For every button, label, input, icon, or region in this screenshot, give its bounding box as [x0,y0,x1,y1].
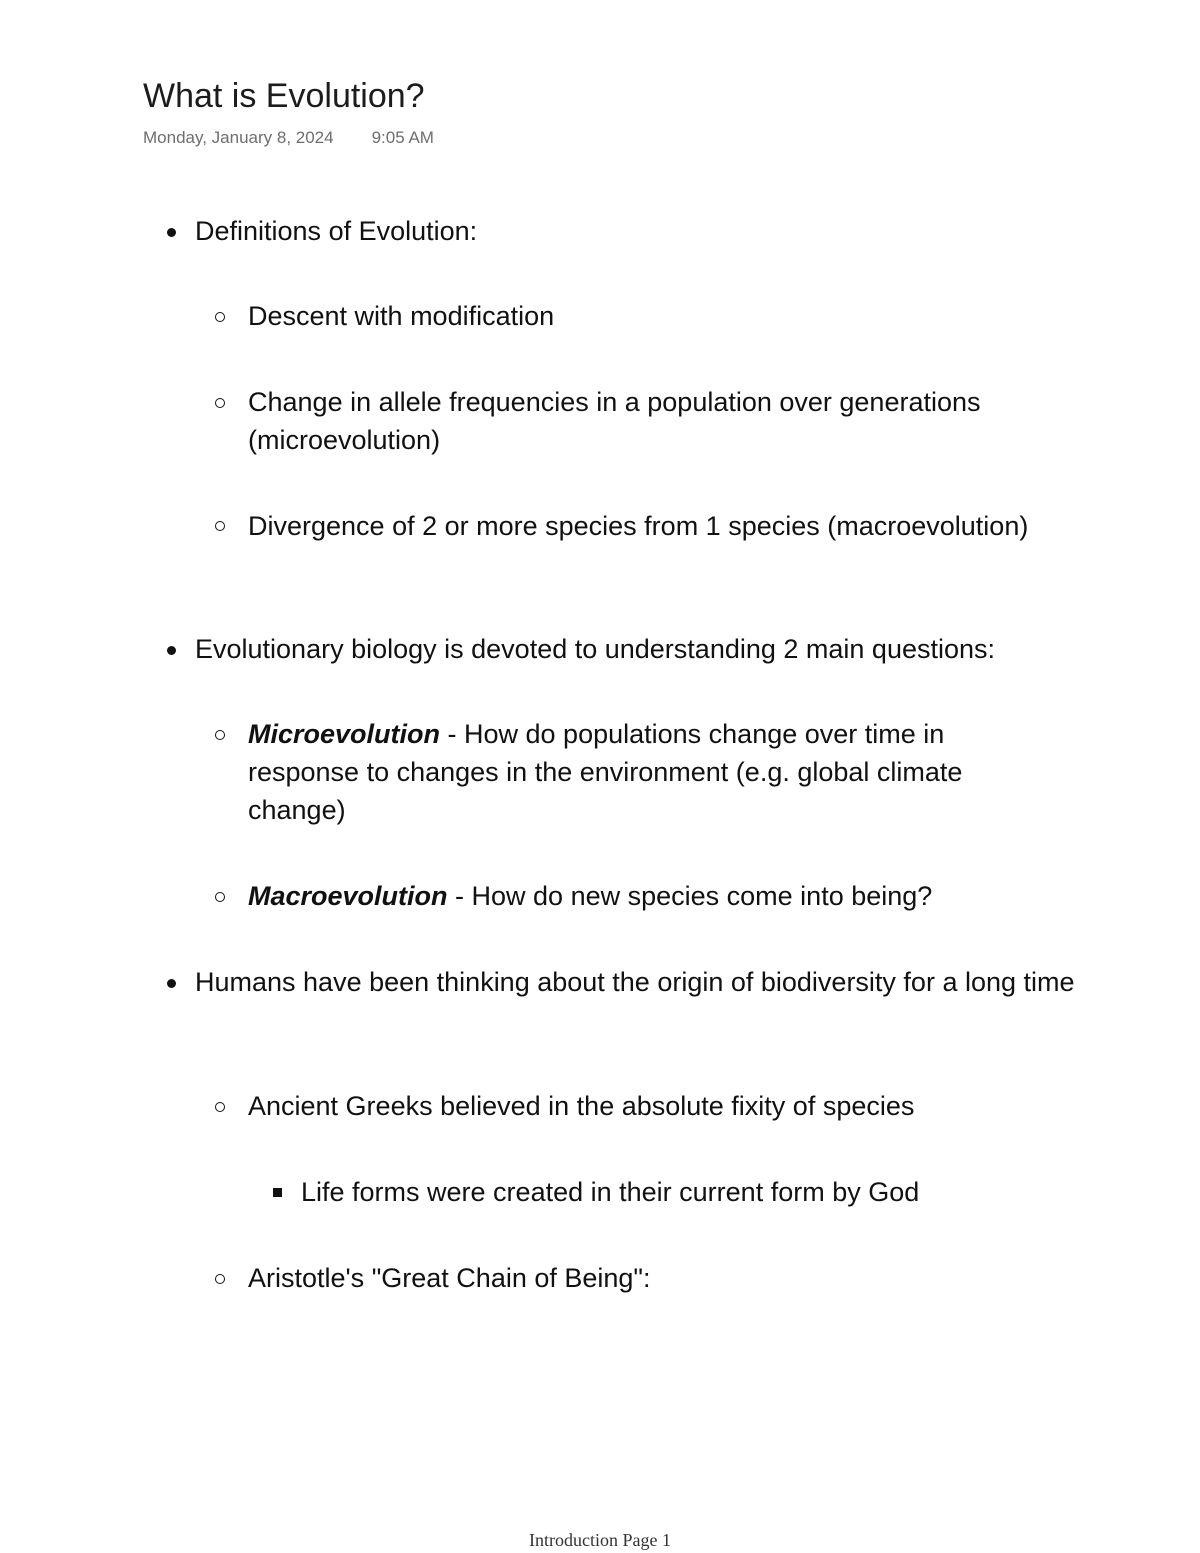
microevolution-description: - How do populations change over time in response to changes in the environment (e.g. global climate change) [248,719,963,825]
filled-bullet-icon [167,646,176,655]
hollow-bullet-icon [215,892,225,902]
list-item-def-3: Divergence of 2 or more species from 1 species (macroevolution) [248,511,1029,541]
list-item-history: Humans have been thinking about the origin of biodiversity for a long time [195,967,1075,997]
hollow-bullet-icon [215,1102,225,1112]
filled-bullet-icon [167,979,176,988]
page-title: What is Evolution? [143,77,425,115]
list-item-microevolution [248,715,1048,829]
list-item-aristotle: Aristotle's "Great Chain of Being": [248,1263,651,1293]
hollow-bullet-icon [215,730,225,740]
page-footer: Introduction Page 1 [529,1530,671,1550]
list-item-macroevolution [248,877,1048,915]
note-timestamp [143,127,434,149]
list-item-greeks-detail: Life forms were created in their current form by God [301,1177,920,1207]
filled-bullet-icon [167,228,176,237]
note-time: 9:05 AM [371,128,434,147]
term-microevolution: Microevolution [248,719,441,749]
hollow-bullet-icon [215,521,225,531]
list-item-greeks: Ancient Greeks believed in the absolute fixity of species [248,1091,915,1121]
list-item-def-1: Descent with modification [248,301,555,331]
list-item-questions: Evolutionary biology is devoted to understanding 2 main questions: [195,634,996,664]
square-bullet-icon [273,1188,282,1197]
term-macroevolution: Macroevolution [248,881,448,911]
list-item-def-2: Change in allele frequencies in a population over generations (microevolution) [248,387,981,455]
note-date: Monday, January 8, 2024 [143,128,334,147]
hollow-bullet-icon [215,312,225,322]
macroevolution-description: - How do new species come into being? [447,881,933,911]
hollow-bullet-icon [215,398,225,408]
hollow-bullet-icon [215,1274,225,1284]
list-item-definitions: Definitions of Evolution: [195,216,478,246]
